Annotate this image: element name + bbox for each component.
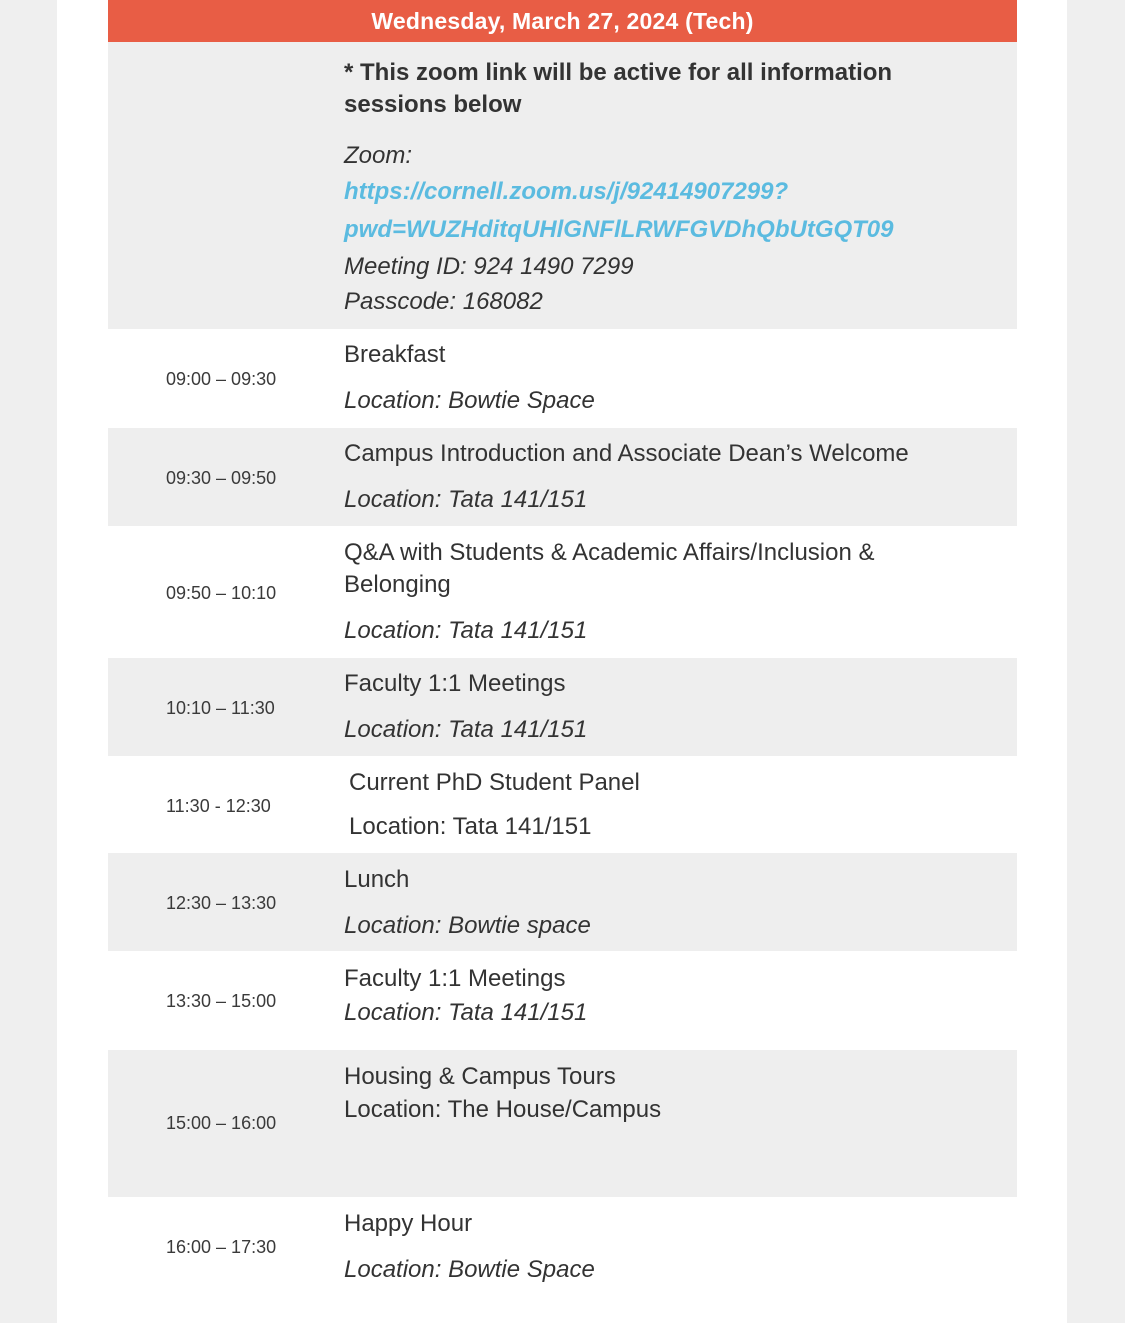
session-title: Campus Introduction and Associate Dean’s Welcome: [344, 440, 909, 467]
schedule-row: [108, 428, 1017, 526]
zoom-label: Zoom:: [344, 142, 413, 169]
session-location: Location: Tata 141/151: [344, 716, 588, 743]
session-time: 09:00 – 09:30: [166, 369, 277, 389]
schedule-row: [108, 329, 1017, 428]
session-location: Location: Tata 141/151: [349, 813, 592, 840]
session-time: 15:00 – 16:00: [166, 1113, 277, 1133]
session-time: 09:30 – 09:50: [166, 468, 277, 488]
session-location: Location: Tata 141/151: [344, 486, 588, 513]
day-header-title: Wednesday, March 27, 2024 (Tech): [371, 7, 754, 34]
schedule-row: [108, 658, 1017, 756]
schedule-row: [108, 1050, 1017, 1197]
session-location: Location: Bowtie space: [344, 912, 591, 939]
zoom-info-block: [108, 42, 1017, 329]
schedule-row: [108, 1197, 1017, 1307]
schedule-row: [108, 853, 1017, 951]
session-title: Housing & Campus Tours: [344, 1063, 616, 1090]
session-time: 16:00 – 17:30: [166, 1237, 277, 1257]
schedule-row: [108, 951, 1017, 1050]
session-title: Lunch: [344, 866, 410, 893]
session-title: Breakfast: [344, 341, 446, 368]
zoom-link[interactable]: [344, 173, 977, 249]
schedule-row: [108, 526, 1017, 658]
session-location: Location: Bowtie Space: [344, 1256, 595, 1283]
schedule-row: [108, 756, 1017, 853]
session-title: Current PhD Student Panel: [349, 769, 640, 796]
session-location: Location: The House/Campus: [344, 1096, 662, 1123]
zoom-note: * This zoom link will be active for all information sessions below: [344, 59, 893, 118]
session-time: 10:10 – 11:30: [166, 698, 275, 718]
session-location: Location: Tata 141/151: [344, 999, 588, 1026]
meeting-id: Meeting ID: 924 1490 7299: [344, 253, 634, 280]
session-time: 12:30 – 13:30: [166, 893, 277, 913]
session-title: Faculty 1:1 Meetings: [344, 965, 566, 992]
session-title: Q&A with Students & Academic Affairs/Inclusion & Belonging: [344, 539, 875, 598]
session-title: Faculty 1:1 Meetings: [344, 670, 566, 697]
session-location: Location: Tata 141/151: [344, 617, 588, 644]
session-time: 09:50 – 10:10: [166, 583, 277, 603]
session-title: Happy Hour: [344, 1210, 473, 1237]
session-location: Location: Bowtie Space: [344, 387, 595, 414]
zoom-link-line1[interactable]: https://cornell.zoom.us/j/92414907299?: [344, 178, 789, 205]
day-header: [108, 0, 1017, 42]
session-time: 11:30 - 12:30: [166, 796, 271, 816]
zoom-link-line2[interactable]: pwd=WUZHditqUHlGNFlLRWFGVDhQbUtGQT09: [344, 216, 894, 243]
session-time: 13:30 – 15:00: [166, 991, 277, 1011]
passcode: Passcode: 168082: [344, 288, 543, 315]
